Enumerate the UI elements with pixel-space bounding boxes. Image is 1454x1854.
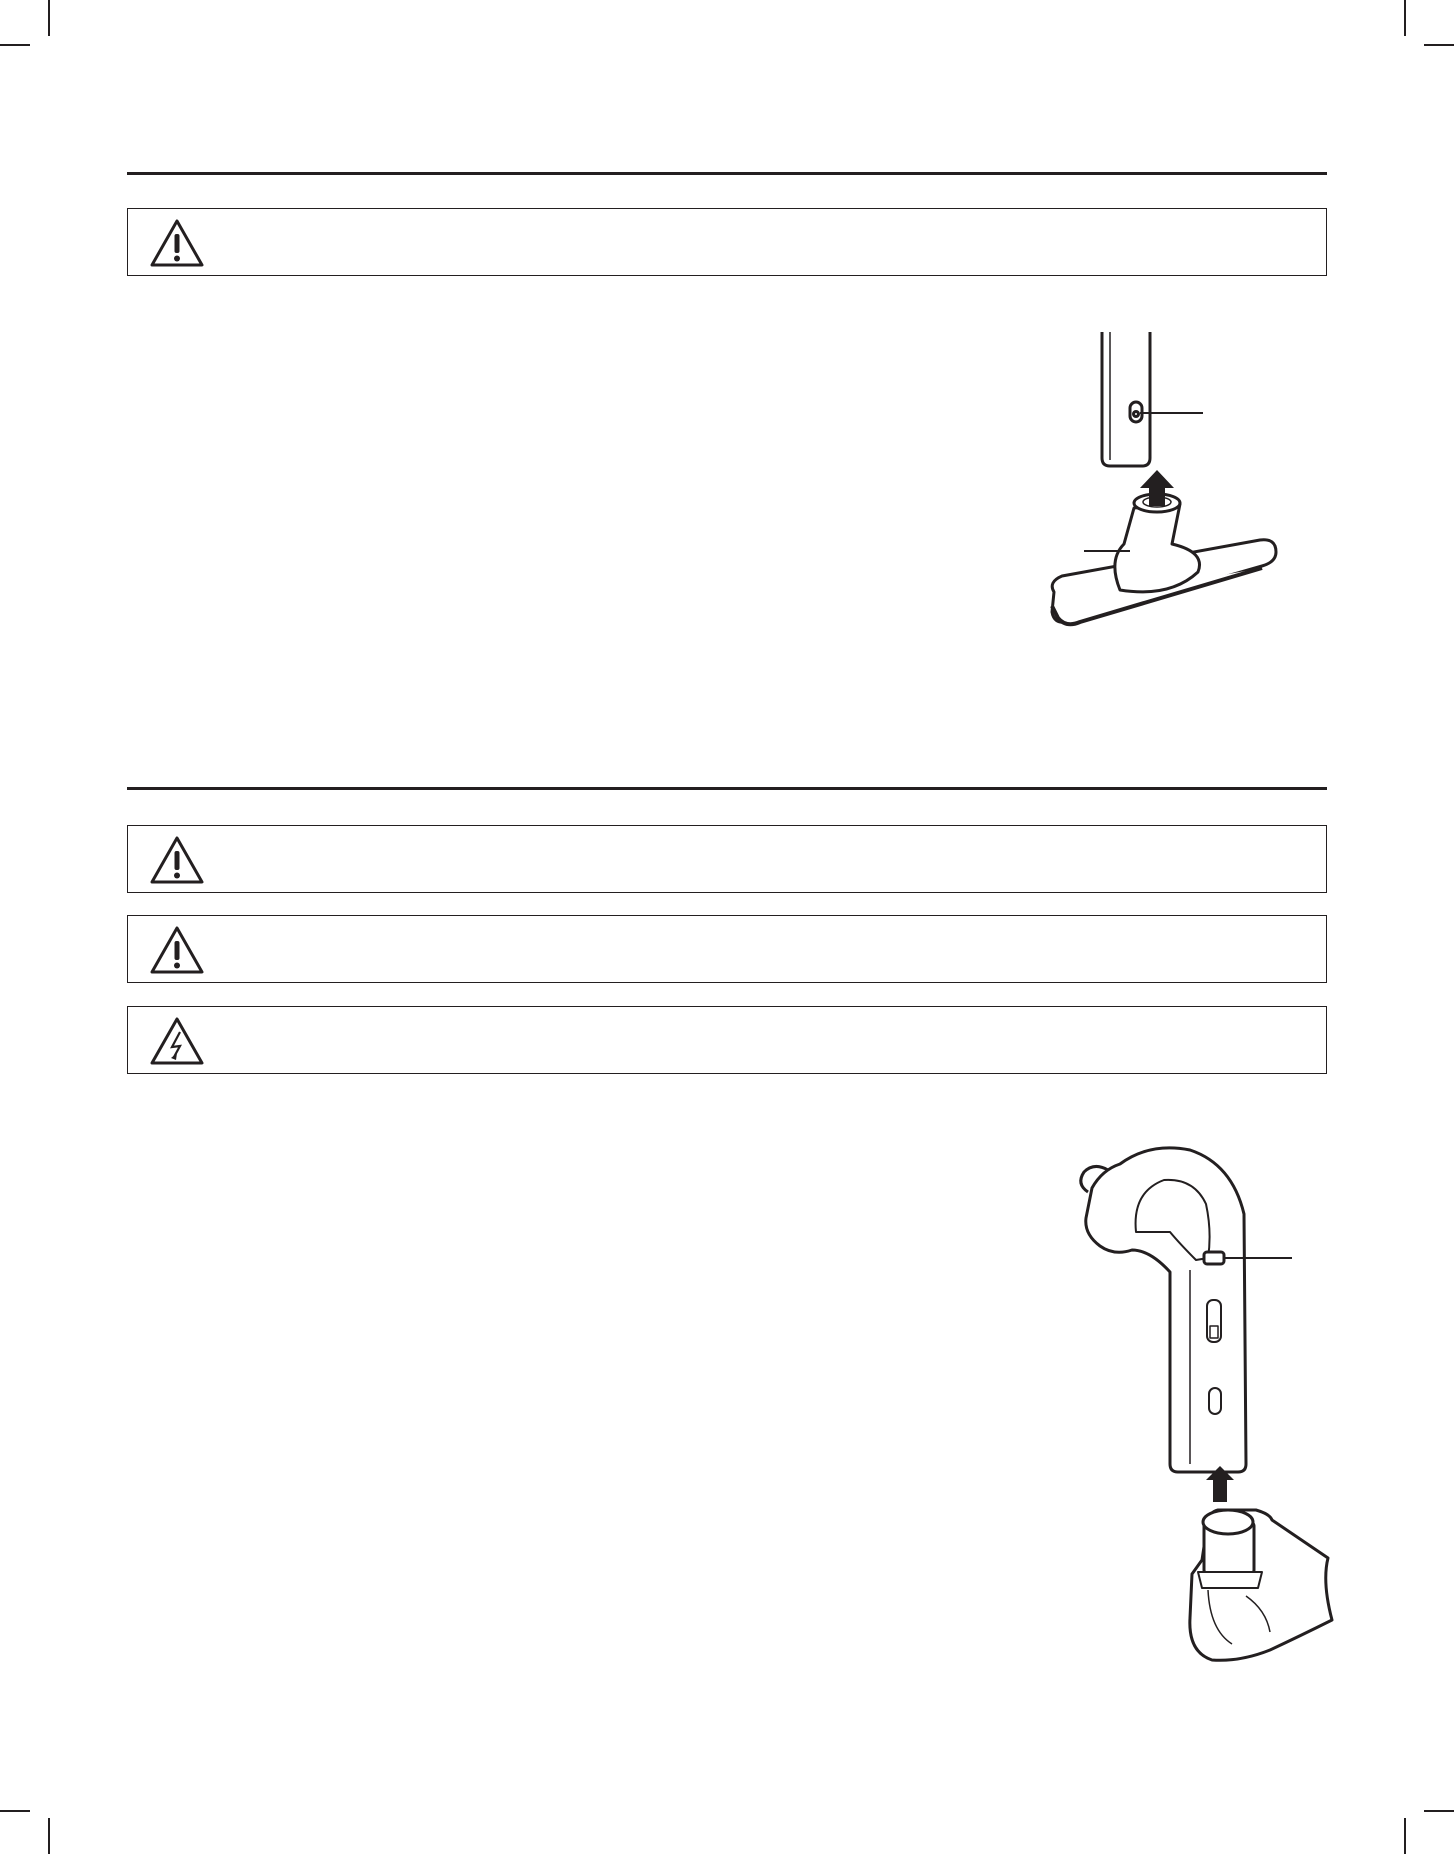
handle-connector-illustration [1060,1140,1360,1670]
warning-triangle-icon [149,218,205,268]
warning-box-4 [127,1006,1327,1074]
wand-floor-tool-illustration [1030,330,1290,630]
section-rule-2 [127,787,1327,790]
warning-box-1 [127,208,1327,276]
section-rule-1 [127,172,1327,175]
warning-box-3 [127,915,1327,983]
electric-shock-icon [149,1016,205,1066]
warning-triangle-icon [149,925,205,975]
warning-triangle-icon [149,835,205,885]
warning-box-2 [127,825,1327,893]
